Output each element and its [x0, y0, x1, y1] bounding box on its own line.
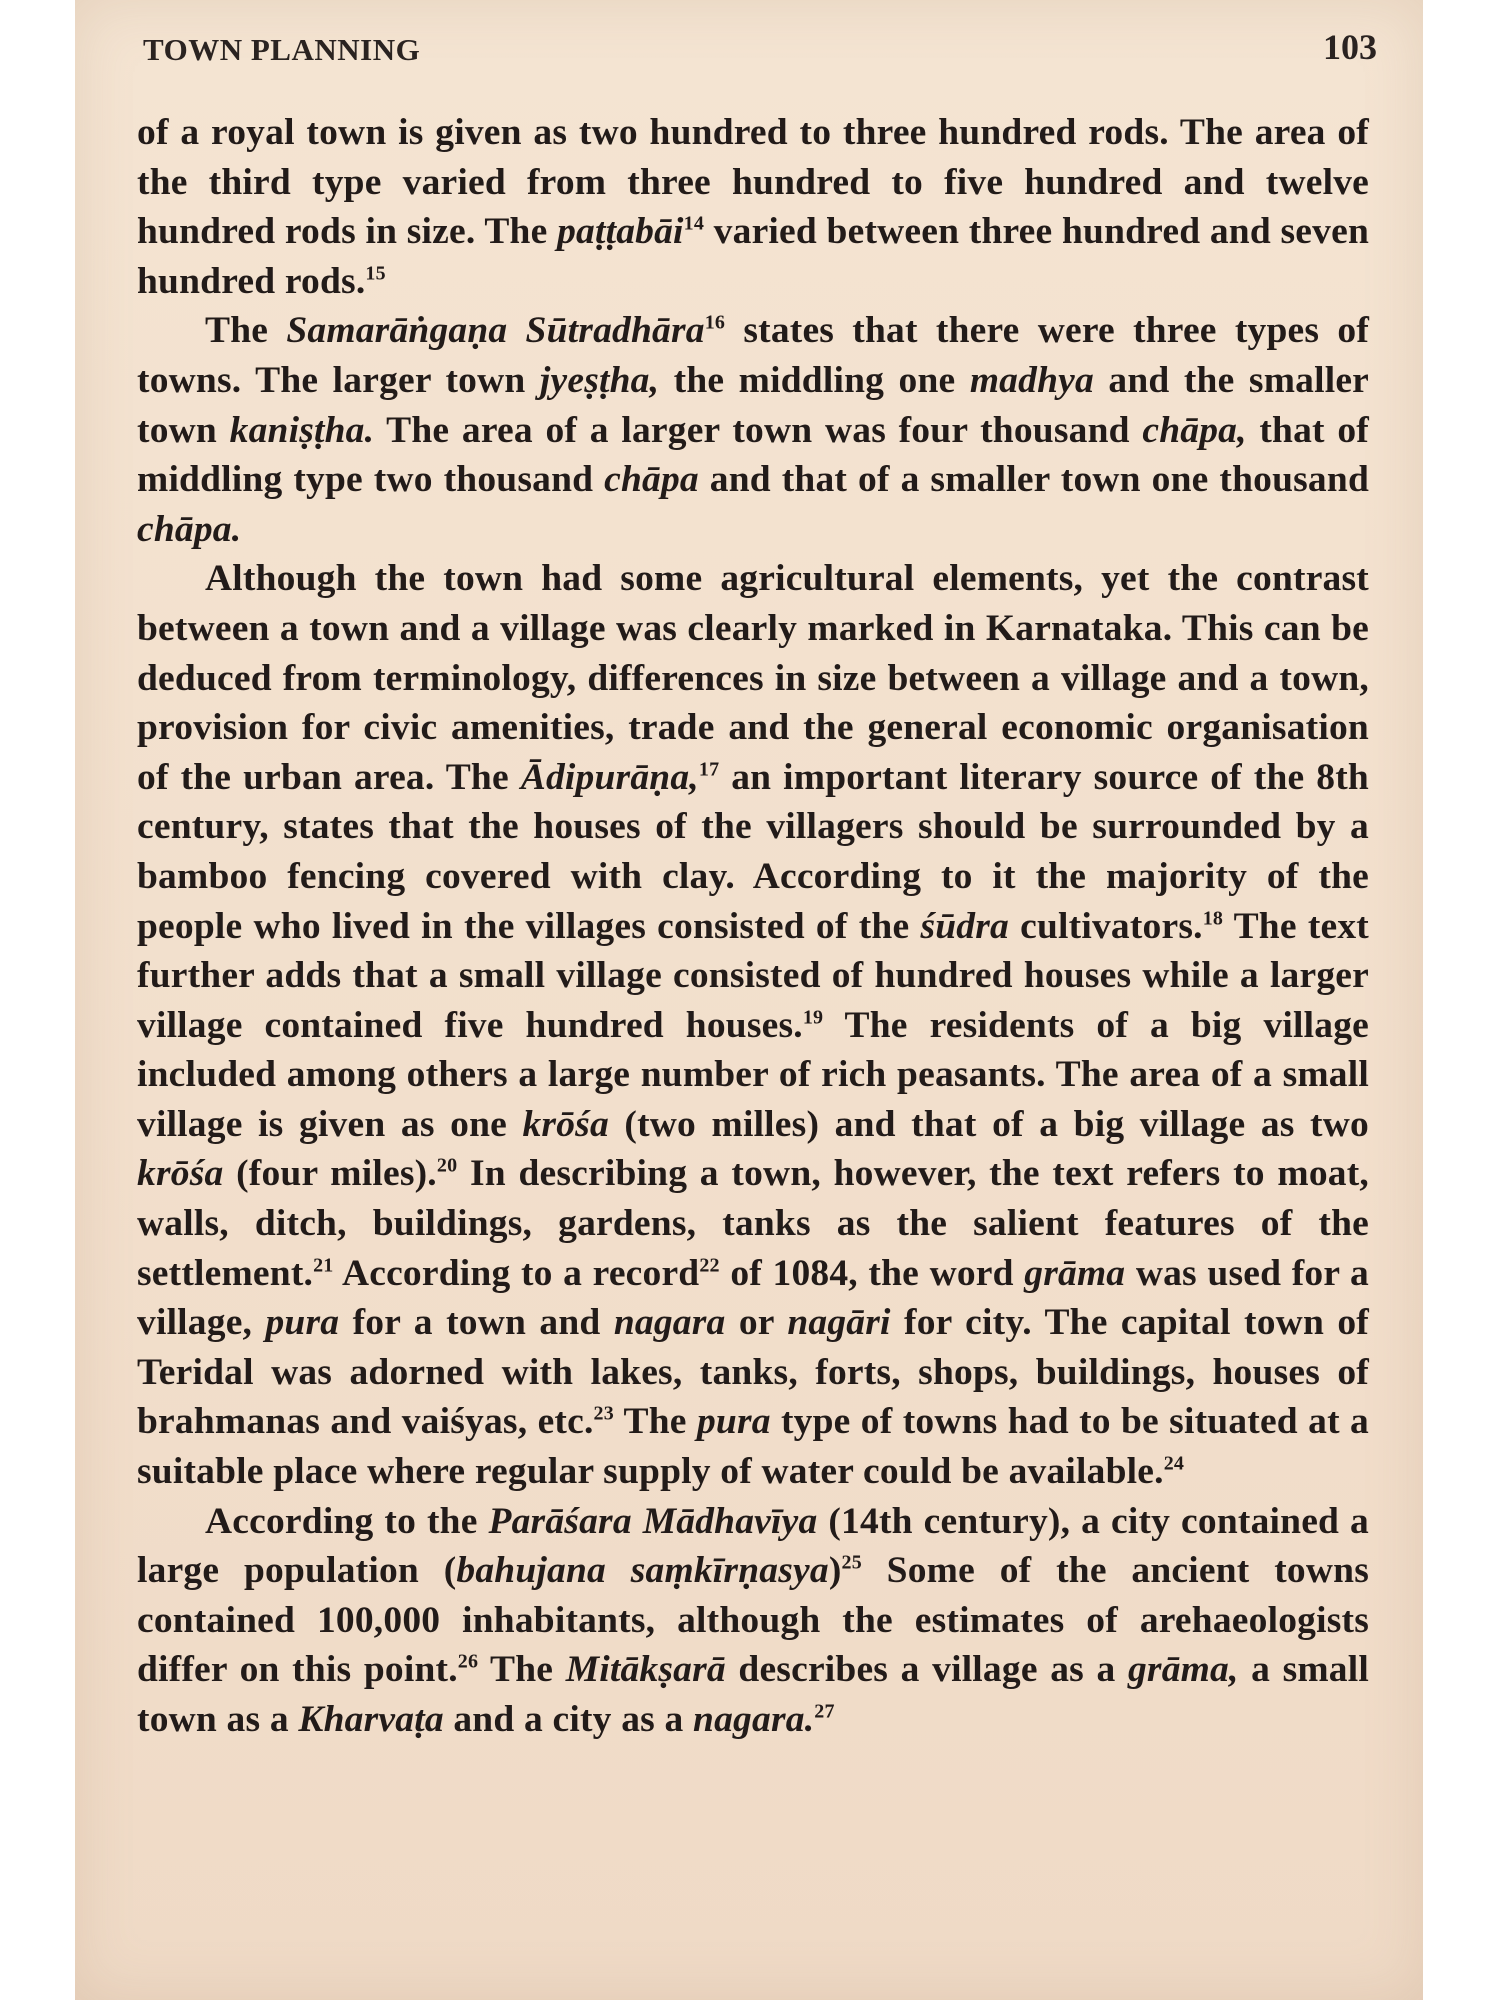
italic-term: grāma, — [1127, 1649, 1239, 1691]
text-run: describes a village as a — [725, 1649, 1128, 1691]
italic-term: jyeṣṭha, — [539, 359, 660, 401]
text-run: a small town as a — [137, 1649, 1369, 1740]
book-page — [75, 0, 1423, 2000]
text-run: ) — [828, 1550, 842, 1592]
paragraph — [137, 306, 1369, 554]
text-run: According to the — [205, 1500, 489, 1542]
italic-term: grāma — [1024, 1252, 1126, 1294]
footnote-marker: 24 — [1163, 1452, 1185, 1475]
italic-term: chāpa. — [137, 508, 242, 550]
italic-term: kaniṣṭha. — [229, 409, 375, 451]
paragraph — [137, 554, 1369, 1496]
italic-term: Mitākṣarā — [565, 1649, 726, 1691]
text-run: states that there were three types of towns. The larger town — [137, 310, 1370, 401]
italic-term: nagara. — [693, 1699, 815, 1740]
paragraph — [137, 108, 1369, 306]
text-run: In describing a town, however, the text refers to moat, walls, ditch, buildings, gardens, tanks as the salient features of the settlement. — [137, 1153, 1370, 1294]
text-run: for city. The capital town of Teridal was adorned with lakes, tanks, forts, shops, buildings, houses of brahmanas and vaiśyas, etc. — [137, 1302, 1369, 1443]
text-run: varied between three hundred and seven hundred rods. — [137, 211, 1370, 302]
paragraph — [137, 1497, 1369, 1745]
footnote-marker: 25 — [841, 1551, 862, 1574]
italic-term: Samarāṅgaṇa Sūtradhāra — [286, 310, 705, 352]
footnote-marker: 15 — [365, 262, 386, 285]
text-run: or — [725, 1302, 788, 1344]
italic-term: śūdra — [920, 905, 1009, 947]
footnote-marker: 17 — [698, 758, 720, 781]
page-number: 103 — [1323, 27, 1377, 67]
text-run: was used for a village, — [137, 1252, 1369, 1344]
text-run: The area of a larger town was four thousand — [374, 409, 1143, 451]
running-head — [143, 26, 1377, 70]
italic-term: chāpa — [604, 459, 699, 501]
italic-term: nagara — [613, 1302, 726, 1344]
text-run: Some of the ancient towns contained 100,000 inhabitants, although the estimates of arehaeologists differ on this point. — [137, 1550, 1370, 1691]
italic-term: madhya — [969, 359, 1094, 401]
italic-term: krōśa — [137, 1153, 224, 1195]
text-run: for a town and — [339, 1302, 614, 1344]
text-run: cultivators. — [1008, 905, 1203, 947]
text-run: of a royal town is given as two hundred to three hundred rods. The area of the third type varied from three hundred to five hundred and twelve hundred rods in size. The — [137, 112, 1369, 253]
text-run: an important literary source of the 8th century, states that the houses of the villagers should be surrounded by a bamboo fencing covered with clay. According to it the majority of the people who lived in the villages consisted of the — [137, 756, 1369, 947]
text-run: (four miles). — [223, 1153, 437, 1195]
footnote-marker: 26 — [457, 1650, 479, 1673]
text-run: and the smaller town — [137, 359, 1370, 451]
italic-term: pura — [696, 1401, 771, 1443]
italic-term: Ādipurāṇa, — [520, 756, 699, 798]
text-run: and a city as a — [443, 1699, 694, 1740]
footnote-marker: 16 — [704, 311, 726, 334]
body-text — [137, 108, 1369, 1745]
italic-term: nagāri — [787, 1302, 891, 1344]
footnote-marker: 27 — [814, 1700, 835, 1723]
italic-term: chāpa, — [1142, 409, 1247, 451]
text-run: type of towns had to be situated at a suitable place where regular supply of water could be available. — [137, 1401, 1370, 1493]
italic-term: pura — [265, 1302, 340, 1344]
italic-term: Kharvaṭa — [298, 1699, 444, 1740]
italic-term: paṭṭabāi — [557, 211, 684, 253]
text-run: Although the town had some agricultural elements, yet the contrast between a town and a village was clearly marked in Karnataka. This can be deduced from terminology, differences in size between a village and a town, provision for civic amenities, trade and the general economic organisation of the urban area. The — [137, 558, 1369, 798]
running-head-title: TOWN PLANNING — [143, 32, 421, 67]
italic-term: Parāśara Mādhavīya — [488, 1500, 818, 1542]
text-run: (two milles) and that of a big village as two — [608, 1103, 1369, 1145]
text-run: and that of a smaller town one thousand — [698, 459, 1369, 501]
text-run: The — [613, 1401, 697, 1443]
footnote-marker: 23 — [593, 1402, 614, 1425]
footnote-marker: 22 — [699, 1254, 720, 1277]
footnote-marker: 21 — [313, 1254, 334, 1277]
footnote-marker: 14 — [683, 212, 705, 235]
text-run: (14th century), a city contained a large population ( — [137, 1500, 1369, 1592]
text-run: of 1084, the word — [719, 1252, 1025, 1294]
text-run: The residents of a big village included among others a large number of rich peasants. The area of a small village is given as one — [137, 1004, 1369, 1145]
italic-term: bahujana saṃkīrṇasya — [456, 1550, 829, 1592]
text-run: that of middling type two thousand — [137, 409, 1369, 501]
text-run: The — [205, 310, 287, 352]
italic-term: krōśa — [522, 1103, 609, 1145]
footnote-marker: 19 — [802, 1006, 824, 1029]
footnote-marker: 18 — [1202, 907, 1224, 929]
text-run: According to a record — [333, 1252, 700, 1294]
text-run: The text further adds that a small village consisted of hundred houses while a larger village contained five hundred houses. — [137, 905, 1369, 1046]
footnote-marker: 20 — [436, 1154, 458, 1177]
text-run: The — [478, 1649, 566, 1691]
text-run: the middling one — [659, 359, 970, 401]
